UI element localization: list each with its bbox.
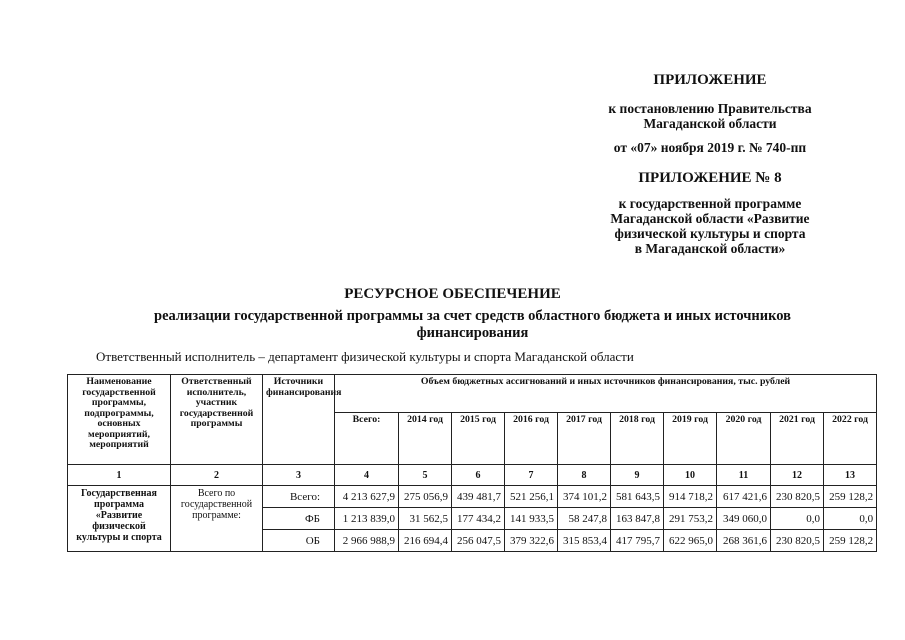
- header-year: 2022 год: [824, 413, 877, 465]
- program-name: Государственная программа «Развитие физической культуры и спорта: [68, 486, 171, 552]
- cell-value: 581 643,5: [611, 486, 664, 508]
- cell-value: 622 965,0: [664, 530, 717, 552]
- appendix-title: ПРИЛОЖЕНИЕ: [653, 72, 767, 88]
- program-line-1: к государственной программе: [618, 196, 802, 211]
- column-index: 9: [611, 465, 664, 486]
- header-year: 2015 год: [452, 413, 505, 465]
- column-index: 3: [263, 465, 335, 486]
- column-index: 5: [399, 465, 452, 486]
- column-index: 11: [717, 465, 771, 486]
- cell-value: 0,0: [771, 508, 824, 530]
- cell-value: 291 753,2: [664, 508, 717, 530]
- cell-value: 417 795,7: [611, 530, 664, 552]
- column-index: 4: [335, 465, 399, 486]
- cell-value: 2 966 988,9: [335, 530, 399, 552]
- column-index: 12: [771, 465, 824, 486]
- cell-value: 163 847,8: [611, 508, 664, 530]
- document-title: РЕСУРСНОЕ ОБЕСПЕЧЕНИЕ: [344, 286, 561, 302]
- cell-value: 275 056,9: [399, 486, 452, 508]
- column-index: 13: [824, 465, 877, 486]
- header-year: 2018 год: [611, 413, 664, 465]
- decree-line-2: Магаданской области: [643, 116, 777, 131]
- cell-value: 31 562,5: [399, 508, 452, 530]
- column-index: 6: [452, 465, 505, 486]
- cell-value: 256 047,5: [452, 530, 505, 552]
- header-year: 2017 год: [558, 413, 611, 465]
- cell-value: 439 481,7: [452, 486, 505, 508]
- cell-value: 349 060,0: [717, 508, 771, 530]
- cell-value: 379 322,6: [505, 530, 558, 552]
- column-index: 2: [171, 465, 263, 486]
- source-label: ОБ: [263, 530, 335, 552]
- appendix-8-title: ПРИЛОЖЕНИЕ № 8: [638, 170, 782, 186]
- program-line-4: в Магаданской области»: [634, 241, 786, 256]
- resource-table: [67, 374, 877, 552]
- header-name: Наименование государственной программы, подпрограммы, основных мероприятий, мероприятий: [68, 375, 171, 465]
- column-index: 1: [68, 465, 171, 486]
- table-row: [68, 486, 877, 508]
- source-label: ФБ: [263, 508, 335, 530]
- source-label: Всего:: [263, 486, 335, 508]
- cell-value: 259 128,2: [824, 486, 877, 508]
- cell-value: 259 128,2: [824, 530, 877, 552]
- cell-value: 315 853,4: [558, 530, 611, 552]
- cell-value: 141 933,5: [505, 508, 558, 530]
- cell-value: 58 247,8: [558, 508, 611, 530]
- header-year: 2020 год: [717, 413, 771, 465]
- decree-line-1: к постановлению Правительства: [608, 101, 812, 116]
- header-total: Всего:: [335, 413, 399, 465]
- cell-value: 216 694,4: [399, 530, 452, 552]
- decree-date: от «07» ноября 2019 г. № 740-пп: [613, 140, 807, 155]
- header-sources: Источники финансирования: [263, 375, 335, 465]
- header-executor: Ответственный исполнитель, участник государственной программы: [171, 375, 263, 465]
- column-index: 8: [558, 465, 611, 486]
- program-line-2: Магаданской области «Развитие: [610, 211, 810, 226]
- column-index: 7: [505, 465, 558, 486]
- cell-value: 230 820,5: [771, 486, 824, 508]
- cell-value: 521 256,1: [505, 486, 558, 508]
- column-index: 10: [664, 465, 717, 486]
- header-year: 2019 год: [664, 413, 717, 465]
- document-subtitle: реализации государственной программы за счет средств областного бюджета и иных источников финансирования: [154, 308, 791, 341]
- program-executor: Всего по государственной программе:: [171, 486, 263, 552]
- cell-value: 914 718,2: [664, 486, 717, 508]
- cell-value: 617 421,6: [717, 486, 771, 508]
- header-year: 2014 год: [399, 413, 452, 465]
- cell-value: 0,0: [824, 508, 877, 530]
- program-line-3: физической культуры и спорта: [614, 226, 806, 241]
- cell-value: 230 820,5: [771, 530, 824, 552]
- cell-value: 4 213 627,9: [335, 486, 399, 508]
- responsible-executor: Ответственный исполнитель – департамент физической культуры и спорта Магаданской области: [96, 349, 634, 364]
- header-year: 2021 год: [771, 413, 824, 465]
- cell-value: 177 434,2: [452, 508, 505, 530]
- cell-value: 374 101,2: [558, 486, 611, 508]
- cell-value: 268 361,6: [717, 530, 771, 552]
- cell-value: 1 213 839,0: [335, 508, 399, 530]
- header-year: 2016 год: [505, 413, 558, 465]
- header-volume: Объем бюджетных ассигнований и иных источников финансирования, тыс. рублей: [335, 375, 877, 413]
